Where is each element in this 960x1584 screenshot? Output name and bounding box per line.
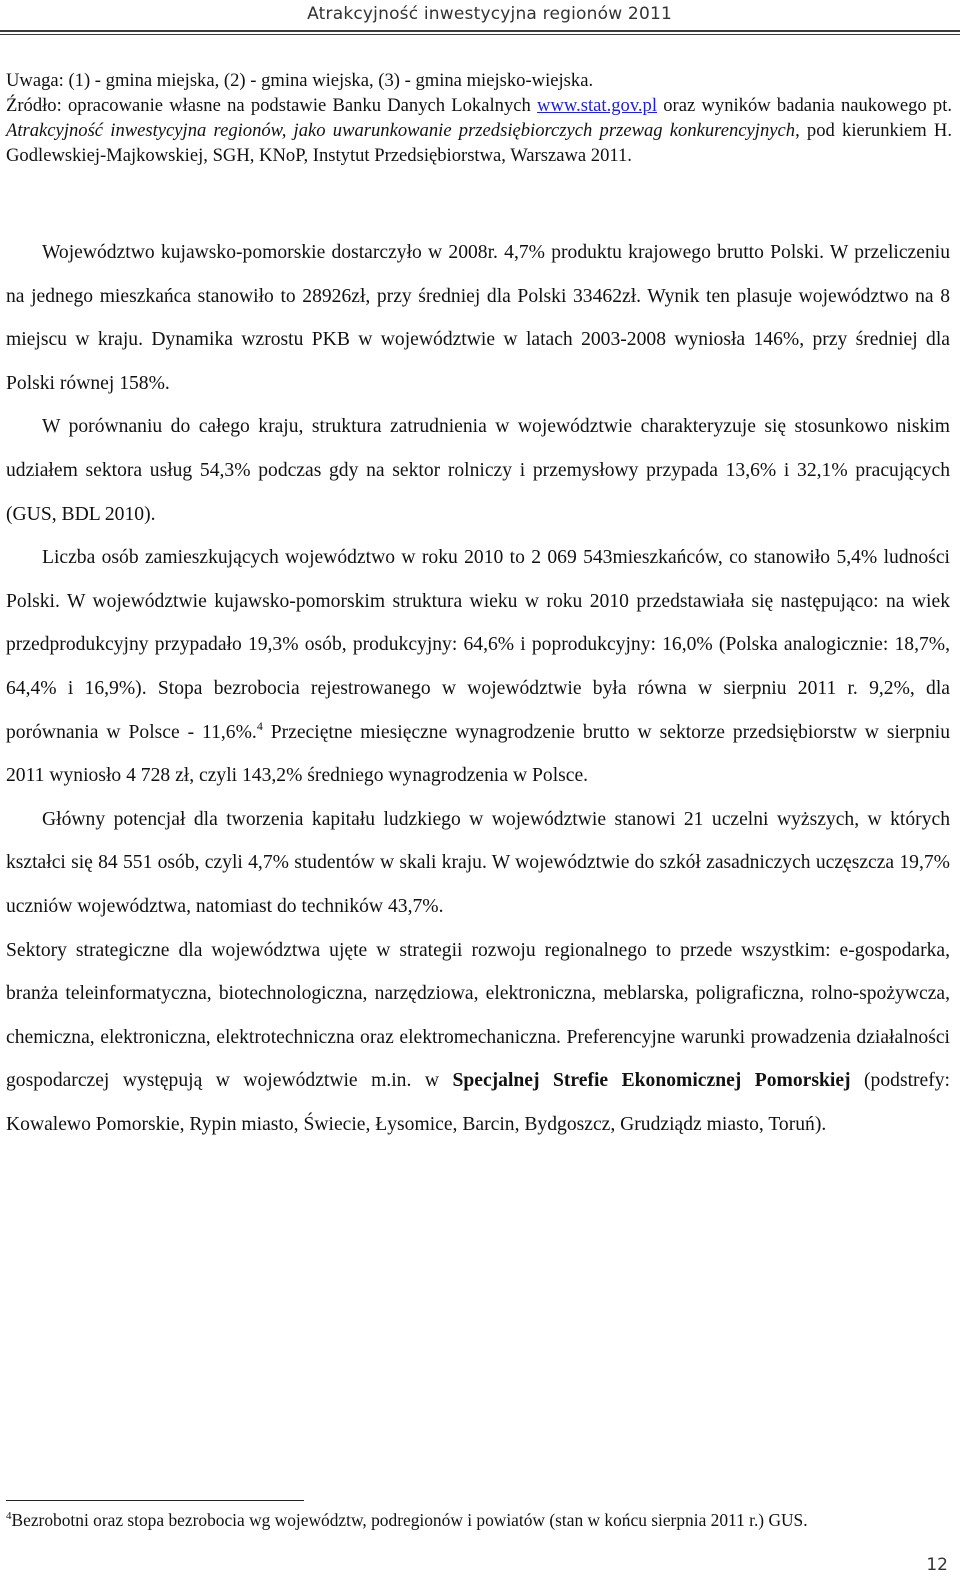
- paragraph-population-text: Liczba osób zamieszkujących województwo w roku 2010 to 2 069 543mieszkańców, co stanowiło 5,4% ludności Polski. W województwie kujawsko-pomorskim struktura wieku w roku 2010 przedstawiała się następująco: na wiek przedprodukcyjny przypadało 19,3% osób, produkcyjny: 64,6% i poprodukcyjny: 16,0% (Polska analogicznie: 18,7%, 64,4% i 16,9%). Stopa bezrobocia rejestrowanego w województwie była równa w sierpniu 2011 r. 9,2%, dla porównania w Polsce - 11,6%.: [6, 547, 950, 743]
- note-source-mid: oraz wyników badania naukowego pt.: [657, 95, 953, 116]
- note-source-suffix: , pod kierunkiem H. Godlewskiej-Majkowskiej, SGH, KNoP, Instytut Przedsiębiorstwa, Warszawa 2011.: [6, 120, 952, 166]
- paragraph-gdp: Województwo kujawsko-pomorskie dostarczyło w 2008r. 4,7% produktu krajowego brutto Polski. W przeliczeniu na jednego mieszkańca stanowiło to 28926zł, przy średniej dla Polski 33462zł. Wynik ten plasuje województwo na 8 miejscu w kraju. Dynamika wzrostu PKB w województwie w latach 2003-2008 wyniosła 146%, przy średniej dla Polski równej 158%.: [6, 242, 950, 394]
- source-link[interactable]: www.stat.gov.pl: [537, 95, 658, 116]
- paragraph-population-text-2: Przeciętne miesięczne wynagrodzenie brutto w sektorze przedsiębiorstw w sierpniu 2011 wyniosło 4 728 zł, czyli 143,2% średniego wynagrodzenia w Polsce.: [6, 721, 950, 787]
- footnote: [6, 1509, 946, 1532]
- page-number: 12: [926, 1555, 948, 1575]
- footnote-number: 4: [6, 1510, 12, 1522]
- paragraph-strategic-sectors: [6, 929, 950, 1147]
- note-source: [6, 93, 952, 168]
- header-title: Atrakcyjność inwestycyjna regionów 2011: [307, 4, 672, 24]
- paragraph-human-capital: Główny potencjał dla tworzenia kapitału ludzkiego w województwie stanowi 21 uczelni wyższych, w których kształci się 84 551 osób, czyli 4,7% studentów w skali kraju. W województwie do szkół zasadniczych uczęszcza 19,7% uczniów województwa, natomiast do techników 43,7%.: [6, 808, 950, 917]
- footnote-divider: [6, 1500, 304, 1501]
- paragraph-population: [6, 536, 950, 798]
- table-note: [6, 68, 952, 168]
- page-header: [0, 0, 960, 44]
- paragraph-employment: W porównaniu do całego kraju, struktura zatrudnienia w województwie charakteryzuje się stosunkowo niskim udziałem sektora usług 54,3% podczas gdy na sektor rolniczy i przemysłowy przypada 13,6% i 32,1% pracujących (GUS, BDL 2010).: [6, 416, 950, 525]
- main-text: [6, 231, 950, 1146]
- footnote-reference[interactable]: 4: [256, 718, 263, 733]
- paragraph-sectors-text: Sektory strategiczne dla województwa ujęte w strategii rozwoju regionalnego to przede wszystkim: e-gospodarka, branża teleinformatyczna, biotechnologiczna, narzędziowa, elektroniczna, meblarska, poligraficzna, rolno-spożywcza, chemiczna, elektroniczna, elektrotechniczna oraz elektromechaniczna. Preferencyjne warunki prowadzenia działalności gospodarczej występują w województwie m.in. w: [6, 939, 950, 1092]
- note-source-prefix: Źródło: opracowanie własne na podstawie Banku Danych Lokalnych: [6, 95, 538, 116]
- header-rule: [0, 30, 960, 32]
- note-legend: Uwaga: (1) - gmina miejska, (2) - gmina wiejska, (3) - gmina miejsko-wiejska.: [6, 70, 594, 91]
- header-rule-thin: [0, 34, 960, 35]
- special-economic-zone: Specjalnej Strefie Ekonomicznej Pomorskiej: [452, 1070, 851, 1092]
- note-source-title: Atrakcyjność inwestycyjna regionów, jako uwarunkowanie przedsiębiorczych przewag konkurencyjnych: [6, 120, 796, 141]
- paragraph-sectors-text-2: (podstrefy: Kowalewo Pomorskie, Rypin miasto, Świecie, Łysomice, Barcin, Bydgoszcz, Grudziądz miasto, Toruń).: [6, 1070, 950, 1135]
- footnote-text: Bezrobotni oraz stopa bezrobocia wg województw, podregionów i powiatów (stan w końcu sierpnia 2011 r.) GUS.: [11, 1510, 808, 1530]
